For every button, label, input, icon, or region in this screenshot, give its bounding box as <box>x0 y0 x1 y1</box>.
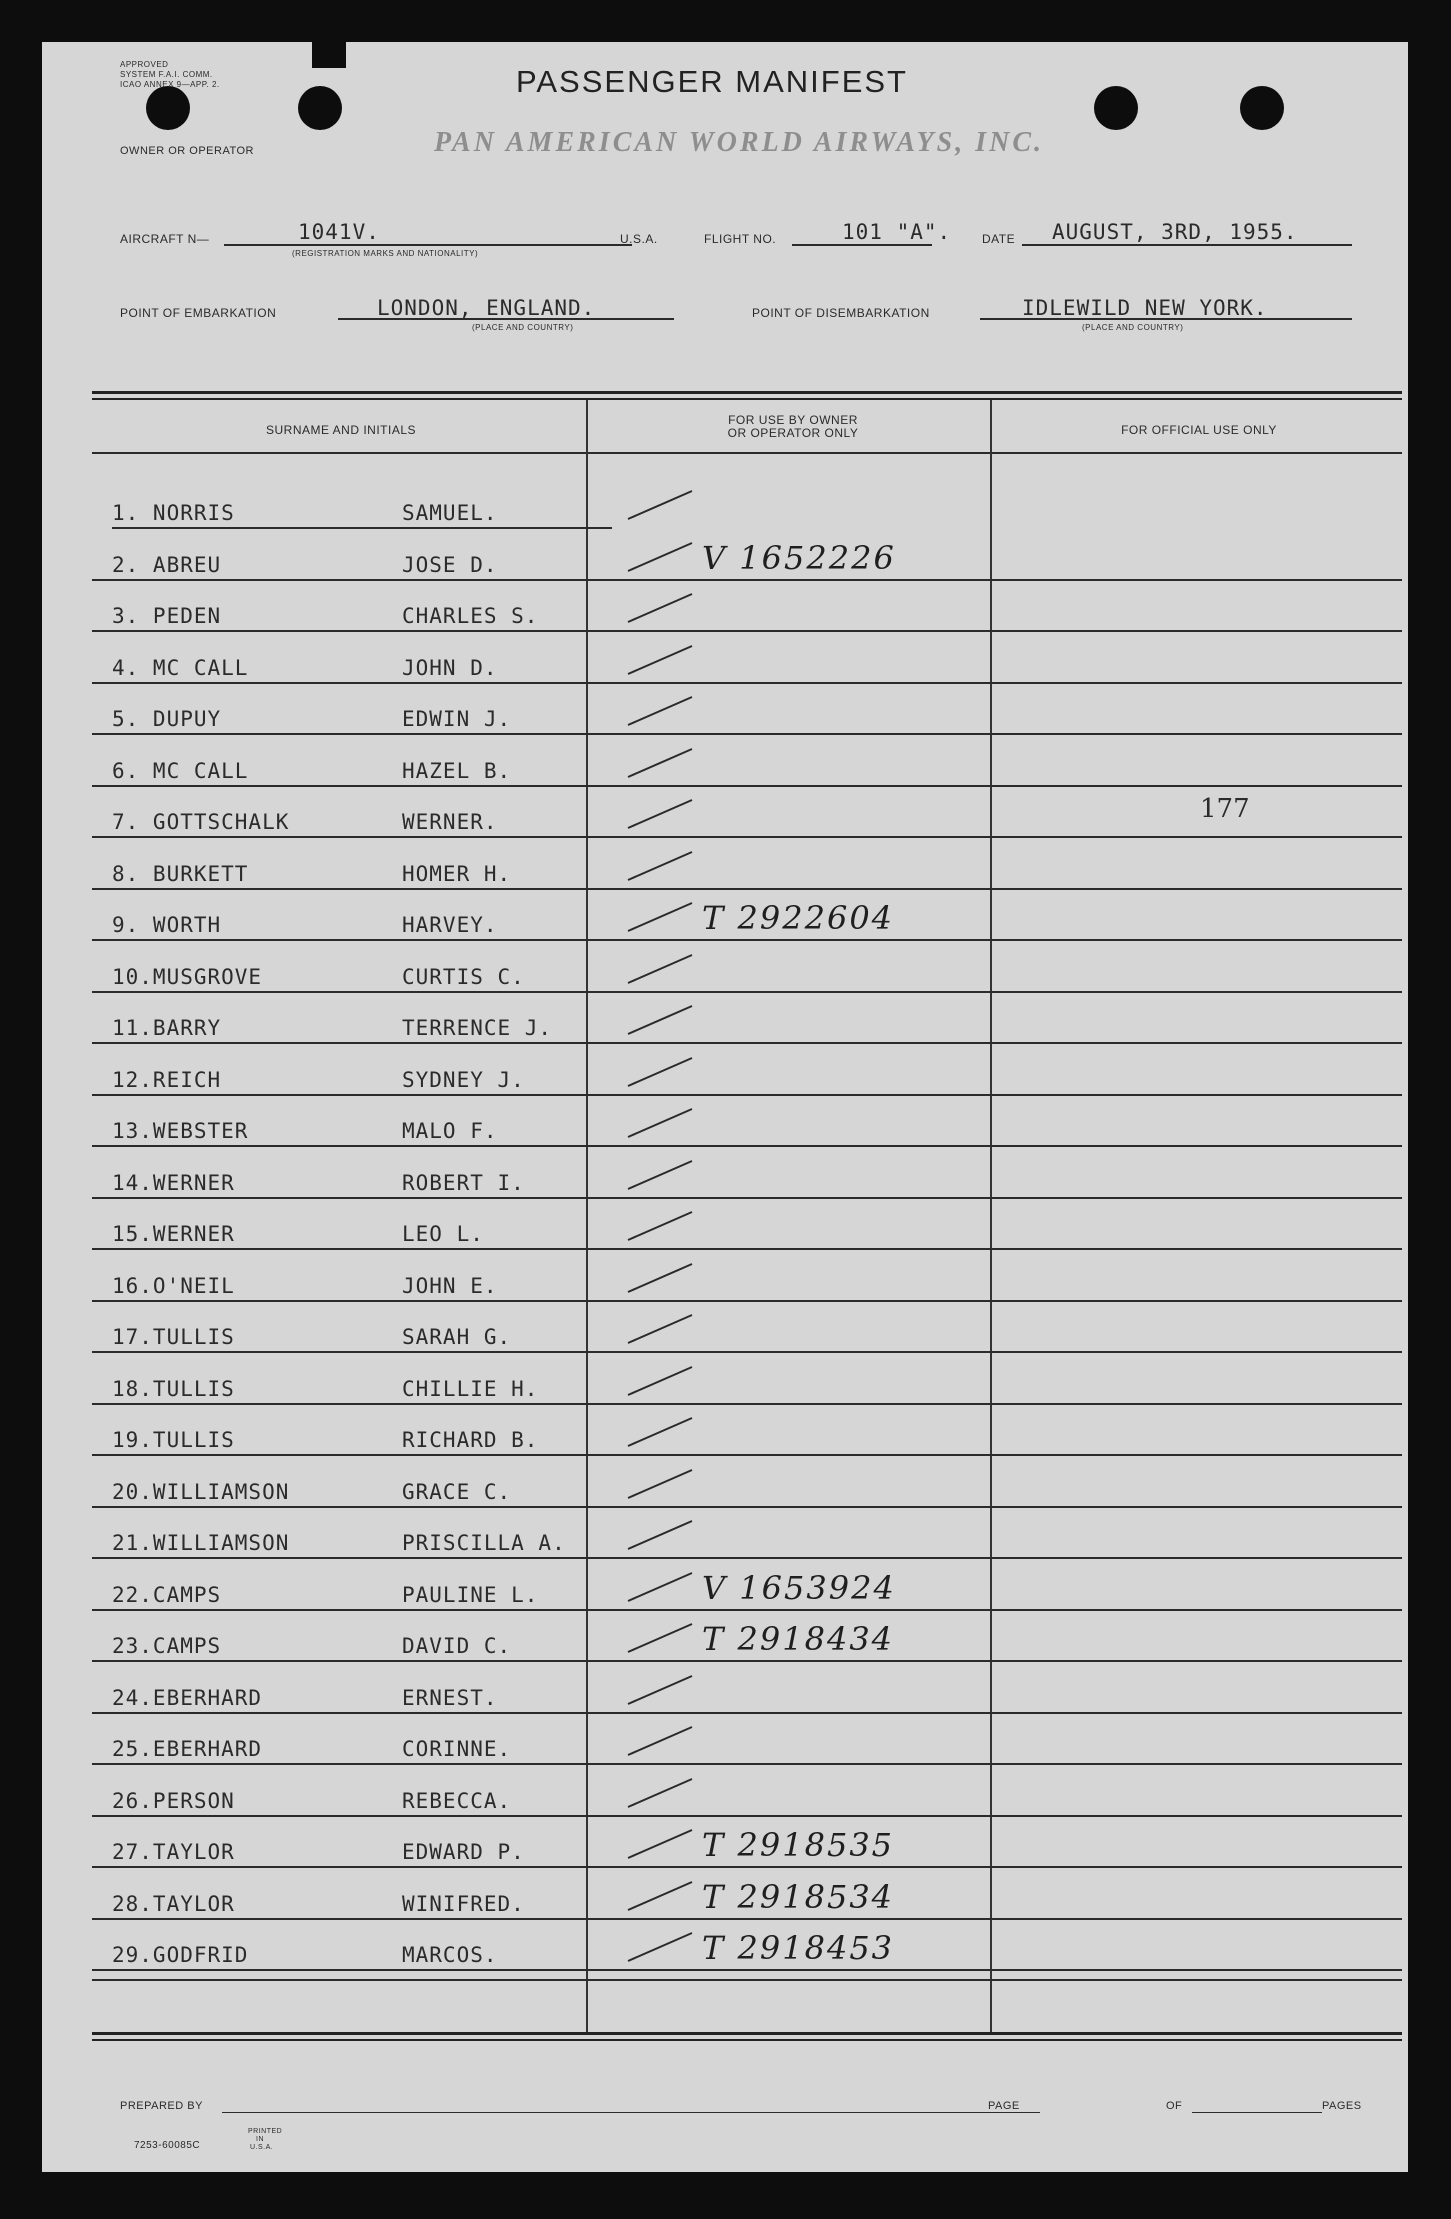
passenger-given-name: SYDNEY J. <box>402 1067 525 1092</box>
date-label: DATE <box>982 232 1016 246</box>
passenger-surname: 17.TULLIS <box>112 1325 235 1349</box>
usa-label: U.S.A. <box>620 232 658 246</box>
check-mark-icon <box>622 642 702 678</box>
form-title: PASSENGER MANIFEST <box>516 64 908 99</box>
passenger-given-name: SARAH G. <box>402 1325 512 1349</box>
check-mark-icon <box>622 1672 702 1708</box>
aircraft-label: AIRCRAFT N— <box>120 232 210 246</box>
passenger-given-name: TERRENCE J. <box>402 1016 553 1040</box>
passenger-surname: 7. GOTTSCHALK <box>112 810 290 834</box>
passenger-given-name: WINIFRED. <box>402 1891 525 1916</box>
passenger-row <box>92 1148 1402 1199</box>
passenger-row <box>92 581 1402 632</box>
printed-line-3: U.S.A. <box>250 2144 274 2151</box>
passenger-row <box>92 736 1402 787</box>
passenger-row <box>92 1096 1402 1147</box>
punch-hole-left-2 <box>298 86 342 130</box>
passenger-row <box>92 942 1402 993</box>
passenger-row <box>92 1199 1402 1250</box>
check-mark-icon <box>622 848 702 884</box>
passenger-row <box>92 1611 1402 1662</box>
passenger-given-name: LEO L. <box>402 1222 484 1246</box>
passenger-given-name: HARVEY. <box>402 913 498 937</box>
date-value: AUGUST, 3RD, 1955. <box>1052 220 1298 244</box>
passenger-surname: 14.WERNER <box>112 1170 235 1195</box>
disembarkation-caption: (PLACE AND COUNTRY) <box>1082 323 1184 332</box>
passenger-surname: 18.TULLIS <box>112 1376 235 1401</box>
passenger-row <box>92 1560 1402 1611</box>
passenger-row <box>92 839 1402 890</box>
flight-value: 101 "A". <box>842 220 952 244</box>
passenger-given-name: CURTIS C. <box>402 964 525 989</box>
col-header-surname: SURNAME AND INITIALS <box>265 423 417 437</box>
passport-number-note: V 1653924 <box>702 1568 896 1607</box>
check-mark-icon <box>622 1620 702 1656</box>
check-mark-icon <box>622 1826 702 1862</box>
passenger-given-name: CHARLES S. <box>402 604 539 628</box>
pages-label: PAGES <box>1322 2100 1362 2112</box>
check-mark-icon <box>622 1929 702 1965</box>
check-mark-icon <box>622 539 702 575</box>
passenger-given-name: ERNEST. <box>402 1685 498 1710</box>
embarkation-caption: (PLACE AND COUNTRY) <box>472 323 574 332</box>
passenger-given-name: JOHN E. <box>402 1273 498 1298</box>
passenger-row <box>92 1766 1402 1817</box>
passenger-row <box>92 1869 1402 1920</box>
form-code: 7253-60085C <box>134 2140 201 2151</box>
registration-caption: (REGISTRATION MARKS AND NATIONALITY) <box>292 249 479 258</box>
passenger-surname: 13.WEBSTER <box>112 1119 249 1143</box>
punch-hole-right-1 <box>1094 86 1138 130</box>
passport-number-note: T 2918434 <box>702 1620 895 1658</box>
passenger-row <box>92 684 1402 735</box>
col-header-owner-1: FOR USE BY OWNER <box>728 413 858 427</box>
passenger-row <box>92 1045 1402 1096</box>
table-bottom-rule-1 <box>92 2032 1402 2035</box>
table-bottom-rule-2 <box>92 2039 1402 2041</box>
check-mark-icon <box>622 1878 702 1914</box>
check-mark-icon <box>622 1105 702 1141</box>
punch-hole-left-1 <box>146 86 190 130</box>
check-mark-icon <box>622 1208 702 1244</box>
passenger-surname: 20.WILLIAMSON <box>112 1479 290 1504</box>
passenger-surname: 24.EBERHARD <box>112 1685 263 1710</box>
passenger-given-name: MALO F. <box>402 1119 498 1143</box>
passenger-row <box>92 530 1402 581</box>
disembarkation-label: POINT OF DISEMBARKATION <box>752 306 930 320</box>
passenger-surname: 27.TAYLOR <box>112 1840 235 1864</box>
passenger-surname: 25.EBERHARD <box>112 1737 263 1761</box>
check-mark-icon <box>622 693 702 729</box>
passenger-surname: 15.WERNER <box>112 1222 235 1246</box>
passenger-row <box>92 478 1402 529</box>
passenger-row <box>92 1251 1402 1302</box>
check-mark-icon <box>622 796 702 832</box>
passenger-surname: 21.WILLIAMSON <box>112 1531 290 1555</box>
printed-line-1: PRINTED <box>248 2128 283 2135</box>
passenger-given-name: EDWIN J. <box>402 707 512 731</box>
passenger-given-name: MARCOS. <box>402 1943 498 1967</box>
check-mark-icon <box>622 1414 702 1450</box>
check-mark-icon <box>622 1517 702 1553</box>
flight-label: FLIGHT NO. <box>704 232 777 246</box>
check-mark-icon <box>622 1157 702 1193</box>
passport-number-note: T 2918534 <box>702 1877 895 1916</box>
check-mark-icon <box>622 1569 702 1605</box>
passenger-row <box>92 1817 1402 1868</box>
aircraft-value: 1041V. <box>298 220 380 244</box>
passenger-surname: 22.CAMPS <box>112 1582 222 1607</box>
passenger-row <box>92 993 1402 1044</box>
passenger-given-name: JOHN D. <box>402 655 498 680</box>
embarkation-label: POINT OF EMBARKATION <box>120 306 277 320</box>
printed-line-2: IN <box>256 2136 264 2143</box>
passenger-given-name: SAMUEL. <box>402 501 498 525</box>
passenger-row <box>92 1457 1402 1508</box>
check-mark-icon <box>622 487 702 523</box>
page-label: PAGE <box>988 2100 1020 2112</box>
passport-number-note: T 2918535 <box>702 1826 895 1864</box>
passenger-row <box>92 1302 1402 1353</box>
passenger-surname: 5. DUPUY <box>112 707 222 731</box>
passenger-given-name: GRACE C. <box>402 1479 512 1504</box>
passenger-surname: 9. WORTH <box>112 913 222 937</box>
passenger-given-name: HOMER H. <box>402 861 512 886</box>
passenger-given-name: ROBERT I. <box>402 1170 525 1195</box>
check-mark-icon <box>622 1466 702 1502</box>
passenger-row <box>92 1508 1402 1559</box>
passport-number-note: T 2918453 <box>702 1929 895 1967</box>
torn-corner <box>312 42 346 68</box>
check-mark-icon <box>622 745 702 781</box>
passenger-surname: 4. MC CALL <box>112 655 249 680</box>
passenger-surname: 19.TULLIS <box>112 1428 235 1452</box>
approval-line-3: ICAO ANNEX 9—APP. 2. <box>120 80 220 89</box>
approval-line-2: SYSTEM F.A.I. COMM. <box>120 70 213 79</box>
owner-label: OWNER OR OPERATOR <box>120 145 254 157</box>
passenger-surname: 29.GODFRID <box>112 1943 249 1967</box>
passenger-surname: 12.REICH <box>112 1067 222 1092</box>
passenger-row <box>92 1354 1402 1405</box>
blank-row-rule-1 <box>92 1979 1402 1981</box>
passenger-given-name: WERNER. <box>402 810 498 834</box>
col-header-official: FOR OFFICIAL USE ONLY <box>1121 423 1277 437</box>
passenger-surname: 26.PERSON <box>112 1788 235 1813</box>
official-mark-177: 177 <box>1200 794 1250 824</box>
passenger-given-name: HAZEL B. <box>402 758 512 783</box>
passenger-surname: 16.O'NEIL <box>112 1273 235 1298</box>
passenger-given-name: REBECCA. <box>402 1788 512 1813</box>
passenger-surname: 11.BARRY <box>112 1016 222 1040</box>
manifest-page <box>42 42 1408 2172</box>
passenger-surname: 2. ABREU <box>112 552 222 577</box>
passenger-surname: 8. BURKETT <box>112 861 249 886</box>
prepared-by-label: PREPARED BY <box>120 2100 203 2112</box>
disembarkation-value: IDLEWILD NEW YORK. <box>1022 296 1268 320</box>
company-name: PAN AMERICAN WORLD AIRWAYS, INC. <box>434 127 1045 158</box>
passenger-given-name: JOSE D. <box>402 552 498 577</box>
passenger-surname: 28.TAYLOR <box>112 1891 235 1916</box>
passenger-row <box>92 1663 1402 1714</box>
passport-number-note: T 2922604 <box>702 899 895 937</box>
passenger-given-name: EDWARD P. <box>402 1840 525 1864</box>
passenger-surname: 1. NORRIS <box>112 501 235 525</box>
col-header-owner-2: OR OPERATOR ONLY <box>727 426 859 440</box>
check-mark-icon <box>622 951 702 987</box>
passenger-row <box>92 1714 1402 1765</box>
approval-line-1: APPROVED <box>120 60 169 69</box>
passenger-row <box>92 1405 1402 1456</box>
of-label: OF <box>1166 2100 1183 2112</box>
passenger-surname: 23.CAMPS <box>112 1634 222 1658</box>
check-mark-icon <box>622 1723 702 1759</box>
check-mark-icon <box>622 590 702 626</box>
passenger-given-name: CORINNE. <box>402 1737 512 1761</box>
passenger-given-name: DAVID C. <box>402 1634 512 1658</box>
check-mark-icon <box>622 1002 702 1038</box>
check-mark-icon <box>622 1260 702 1296</box>
passenger-given-name: RICHARD B. <box>402 1428 539 1452</box>
passenger-given-name: CHILLIE H. <box>402 1376 539 1401</box>
check-mark-icon <box>622 1775 702 1811</box>
passenger-surname: 3. PEDEN <box>112 604 222 628</box>
passenger-given-name: PRISCILLA A. <box>402 1531 566 1555</box>
passenger-row <box>92 890 1402 941</box>
passenger-row <box>92 633 1402 684</box>
check-mark-icon <box>622 1363 702 1399</box>
embarkation-value: LONDON, ENGLAND. <box>377 296 596 320</box>
check-mark-icon <box>622 899 702 935</box>
passenger-surname: 6. MC CALL <box>112 758 249 783</box>
passenger-given-name: PAULINE L. <box>402 1582 539 1607</box>
passenger-surname: 10.MUSGROVE <box>112 964 263 989</box>
passenger-row <box>92 1920 1402 1971</box>
punch-hole-right-2 <box>1240 86 1284 130</box>
check-mark-icon <box>622 1054 702 1090</box>
passport-number-note: V 1652226 <box>702 538 896 577</box>
check-mark-icon <box>622 1311 702 1347</box>
